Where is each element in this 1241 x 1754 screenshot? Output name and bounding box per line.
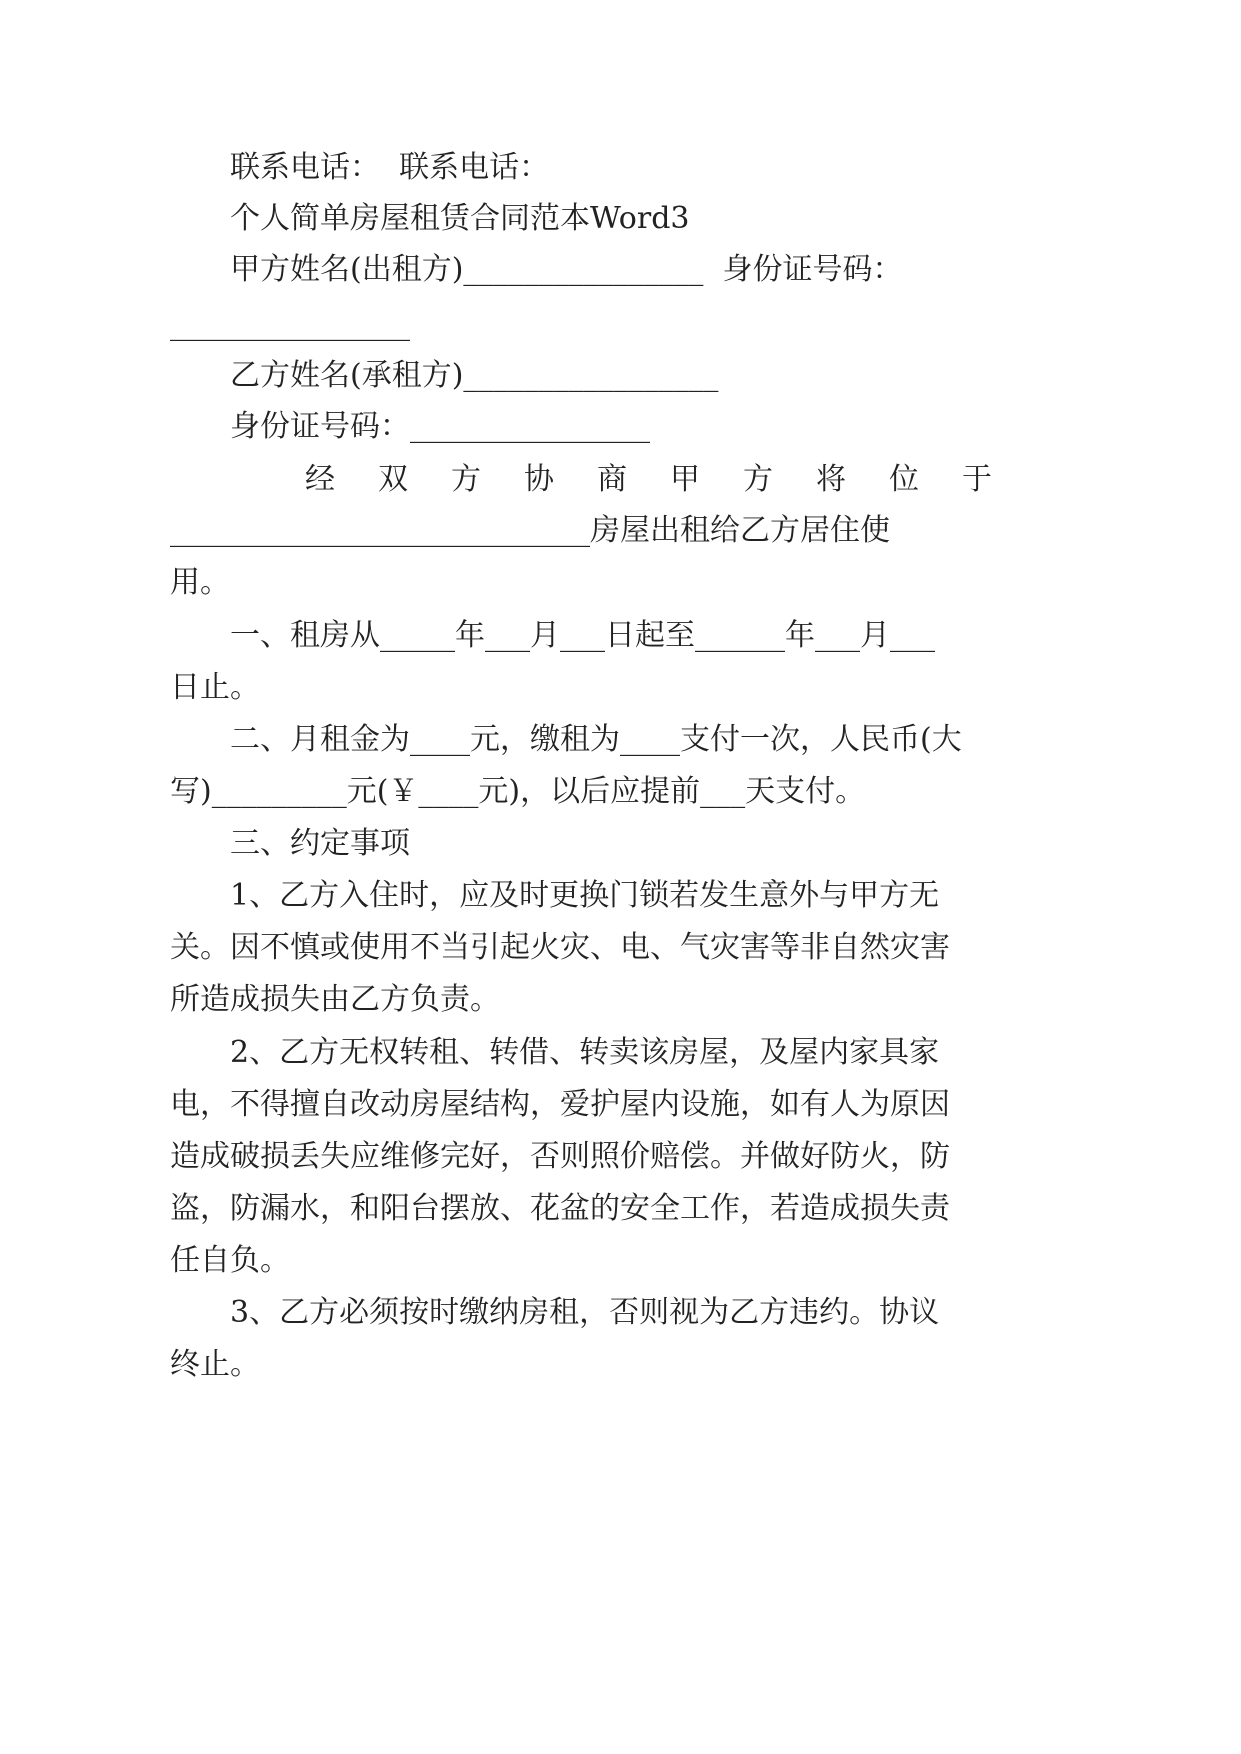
lessor-id-blank: ________________ xyxy=(170,307,410,342)
rent-clause-line-1: 二、月租金为____元，缴租为____支付一次，人民币(大 xyxy=(230,722,962,757)
property-use-line: 用。 xyxy=(170,565,230,600)
clause-2-line-5: 任自负。 xyxy=(170,1243,290,1278)
clause-2-line-4: 盗，防漏水，和阳台摆放、花盆的安全工作，若造成损失责 xyxy=(170,1191,950,1226)
clause-1-line-2: 关。因不慎或使用不当引起火灾、电、气灾害等非自然灾害 xyxy=(170,930,950,965)
term-clause-line-1: 一、租房从_____年___月___日起至______年___月___ xyxy=(230,618,935,653)
section-heading-terms: 三、约定事项 xyxy=(230,826,410,861)
lessee-name-line: 乙方姓名(承租方)_________________ xyxy=(230,358,719,393)
lessee-id-line: 身份证号码：________________ xyxy=(230,409,650,444)
clause-2-line-1: 2、乙方无权转租、转借、转卖该房屋，及屋内家具家 xyxy=(230,1035,940,1070)
clause-2-line-3: 造成破损丢失应维修完好，否则照价赔偿。并做好防火，防 xyxy=(170,1139,950,1174)
rent-clause-line-2: 写)_________元(￥____元)，以后应提前___天支付。 xyxy=(170,774,866,809)
clause-2-line-2: 电，不得擅自改动房屋结构，爱护屋内设施，如有人为原因 xyxy=(170,1087,950,1122)
agreement-intro-line: 经双方协商甲方将位于 xyxy=(305,462,1035,497)
lessor-name-line xyxy=(230,250,940,290)
term-clause-line-2: 日止。 xyxy=(170,670,260,705)
clause-1-line-3: 所造成损失由乙方负责。 xyxy=(170,982,500,1017)
clause-3-line-1: 3、乙方必须按时缴纳房租，否则视为乙方违约。协议 xyxy=(230,1295,940,1330)
clause-3-line-2: 终止。 xyxy=(170,1347,260,1382)
contact-phone-line: 联系电话： 联系电话： xyxy=(230,150,550,185)
document-title: 个人简单房屋租赁合同范本Word3 xyxy=(230,201,690,236)
property-location-line: ____________________________房屋出租给乙方居住使 xyxy=(170,513,890,548)
lessor-name-line-text: 甲方姓名(出租方)________________ 身份证号码： xyxy=(230,252,903,287)
clause-1-line-1: 1、乙方入住时，应及时更换门锁若发生意外与甲方无 xyxy=(230,878,940,913)
